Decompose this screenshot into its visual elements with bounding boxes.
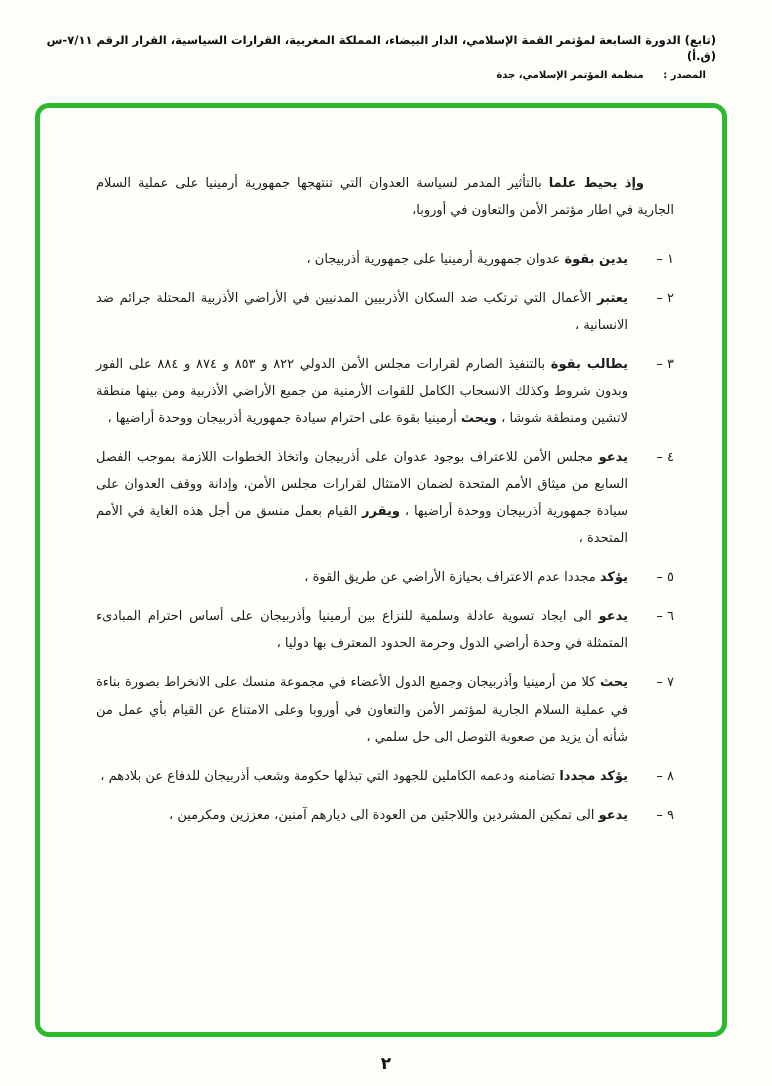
item-number: ٧ – xyxy=(656,675,674,691)
item-body-2: أرمينيا بقوة على احترام سيادة جمهورية أذربيجان ووحدة أراضيها ، xyxy=(107,411,457,427)
item-number: ٦ – xyxy=(656,609,674,625)
item-lead: يعتبر xyxy=(597,291,628,307)
item-number: ٤ – xyxy=(656,450,674,466)
item-text xyxy=(96,603,628,657)
item-body: بالتنفيذ الصارم لقرارات مجلس الأمن الدولي ٨٢٢ و ٨٥٣ و ٨٧٤ و ٨٨٤ على الفور وبدون شروط وكذلك الانسحاب الكامل للقوات الأرمنية من جميع الأراضي الأذربية ومن بينها منطقة لاتشين ومنطقة شوشا ، xyxy=(96,357,628,427)
preamble-paragraph xyxy=(96,170,674,224)
item-number: ٢ – xyxy=(656,291,674,307)
resolution-item-7 xyxy=(96,669,674,750)
item-lead: يدعو xyxy=(598,609,628,625)
item-text xyxy=(96,285,628,339)
item-lead: يطالب بقوة xyxy=(550,357,628,373)
resolution-item-1 xyxy=(96,246,674,273)
item-body-2: القيام بعمل منسق من أجل هذه الغاية في الأمم المتحدة ، xyxy=(96,504,628,547)
item-text xyxy=(96,763,628,790)
scanned-document-frame xyxy=(35,103,727,1037)
resolution-item-5 xyxy=(96,564,674,591)
item-body: كلا من أرمينيا وأذربيجان وجميع الدول الأعضاء في مجموعة منسك على الانخراط بصورة بناءة في عملية السلام الجارية لمؤتمر الأمن والتعاون في أوروبا وعلى الامتناع عن القيام بأي عمل من شأنه أن يزيد من صعوبة التوصل الى حل سلمي ، xyxy=(96,675,628,745)
item-body: الأعمال التي ترتكب ضد السكان الأذربيين المدنيين في الأراضي الأذربية المحتلة جرائم ضد الانسانية ، xyxy=(96,291,628,334)
item-body: تضامنه ودعمه الكاملين للجهود التي تبذلها حكومة وشعب أذربيجان للدفاع عن بلادهم ، xyxy=(100,768,556,784)
resolution-item-9 xyxy=(96,802,674,829)
item-body: مجددا عدم الاعتراف بحيازة الأراضي عن طريق القوة ، xyxy=(304,570,596,586)
item-lead-2: ويحث xyxy=(460,411,497,427)
item-lead-2: ويقرر xyxy=(362,504,400,520)
item-body: مجلس الأمن للاعتراف بوجود عدوان على أذربيجان واتخاذ الخطوات اللازمة بموجب الفصل السابع من ميثاق الأمم المتحدة لضمان الامتثال لقرارات مجلس الأمن، وإدانة ووقف العدوان على سيادة جمهورية أذربيجان ووحدة أراضيها ، xyxy=(96,450,628,520)
scanned-document-content xyxy=(40,108,722,829)
item-text xyxy=(96,802,628,829)
item-lead: يحث xyxy=(599,675,628,691)
resolution-item-4 xyxy=(96,444,674,552)
item-text xyxy=(96,669,628,750)
item-number: ٩ – xyxy=(656,807,674,823)
header-source-line xyxy=(40,70,706,81)
resolution-items xyxy=(96,246,674,829)
page-number: ٢ xyxy=(380,1054,392,1074)
item-lead: يدين بقوة xyxy=(564,252,628,268)
item-body: الى ايجاد تسوية عادلة وسلمية للنزاع بين أرمينيا وأذربيجان على أساس احترام المبادىء المتمثلة في وحدة أراضي الدول وحرمة الحدود المعترف بها دوليا ، xyxy=(96,609,628,652)
item-number: ٨ – xyxy=(656,768,674,784)
page-footer xyxy=(0,1054,772,1074)
preamble-body: بالتأثير المدمر لسياسة العدوان التي تنتهجها جمهورية أرمينيا على عملية السلام الجارية في اطار مؤتمر الأمن والتعاون في أوروبا، xyxy=(96,176,674,219)
resolution-item-2 xyxy=(96,285,674,339)
item-lead: يدعو xyxy=(598,450,628,466)
item-body: عدوان جمهورية أرمينيا على جمهورية أذربيجان ، xyxy=(306,252,561,268)
item-text xyxy=(96,564,628,591)
resolution-item-3 xyxy=(96,351,674,432)
item-number: ٥ – xyxy=(656,570,674,586)
item-lead: يؤكد مجددا xyxy=(559,768,628,784)
source-label: المصدر : xyxy=(663,70,706,82)
header-title: (تابع) الدورة السابعة لمؤتمر القمة الإسلامي، الدار البيضاء، المملكة المغربية، القرارات السياسية، القرار الرقم ٧/١١-س (ق.أ) xyxy=(46,33,716,64)
item-number: ٣ – xyxy=(656,357,674,373)
item-text xyxy=(96,351,628,432)
item-number: ١ – xyxy=(656,252,674,268)
item-body: الى تمكين المشردين واللاجئين من العودة الى ديارهم آمنين، معززين ومكرمين ، xyxy=(169,807,595,823)
item-lead: يدعو xyxy=(598,807,628,823)
resolution-item-6 xyxy=(96,603,674,657)
preamble-lead: وإذ يحيط علما xyxy=(548,176,644,191)
resolution-item-8 xyxy=(96,763,674,790)
document-header xyxy=(40,32,716,81)
item-text xyxy=(96,444,628,552)
item-lead: يؤكد xyxy=(599,570,628,586)
item-text xyxy=(96,246,628,273)
source-value: منظمة المؤتمر الإسلامي، جدة xyxy=(496,70,644,82)
